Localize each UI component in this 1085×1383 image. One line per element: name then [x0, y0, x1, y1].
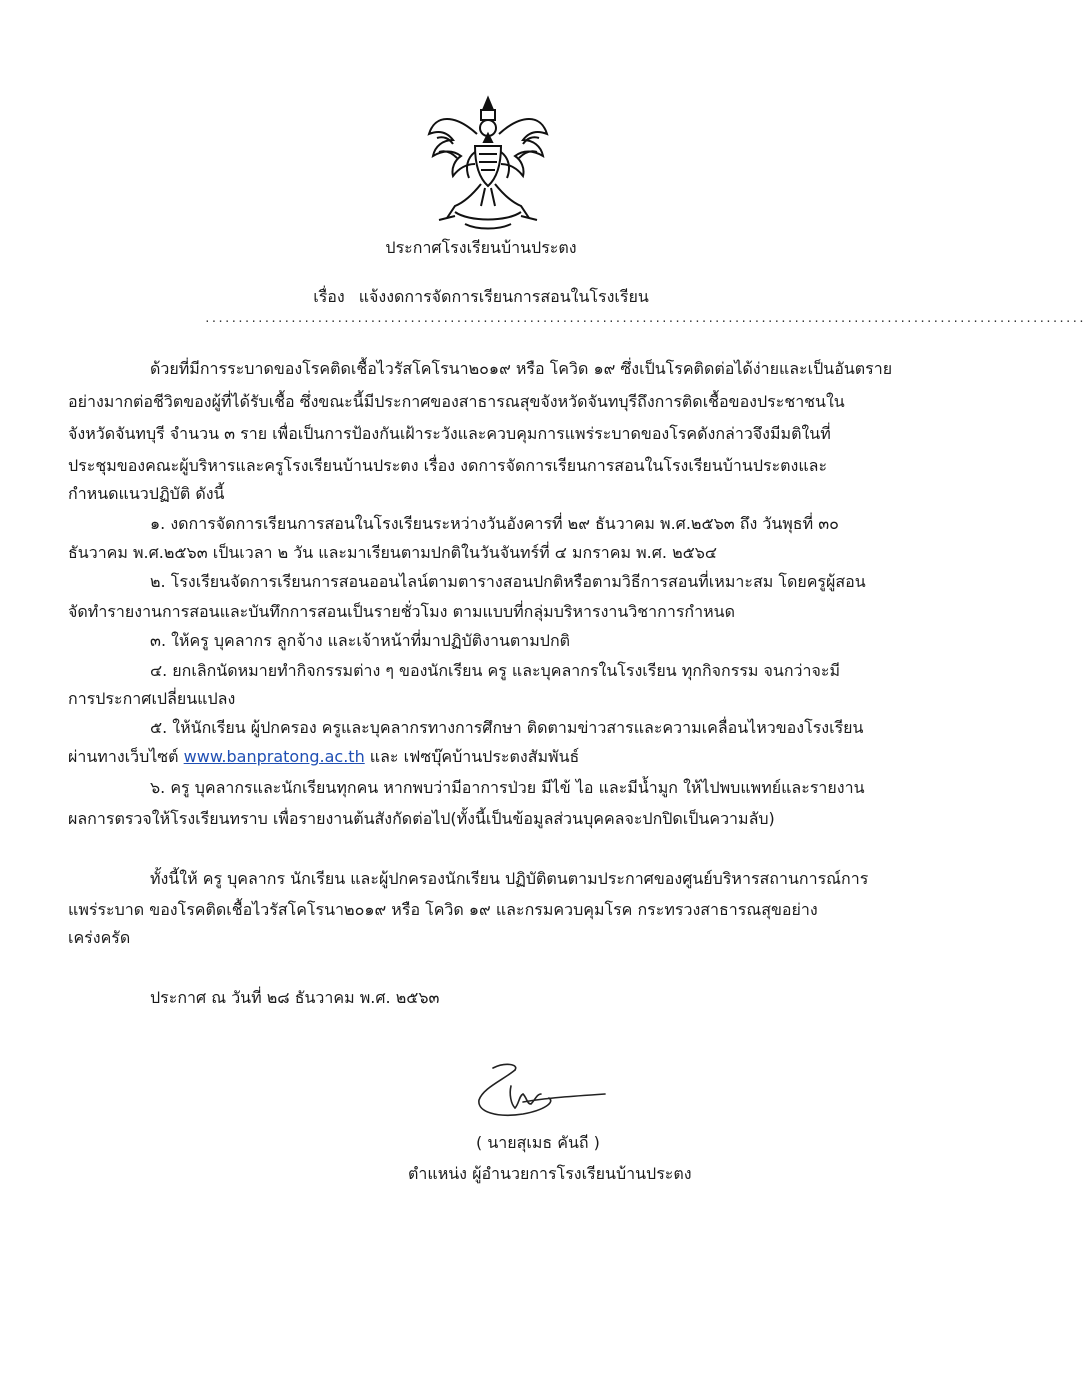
- subject-line: [0, 285, 962, 310]
- garuda-emblem-icon: [425, 94, 551, 232]
- item-5-line: ๕. ให้นักเรียน ผู้ปกครอง ครูและบุคลากรทางการศึกษา ติดตามข่าวสารและความเคลื่อนไหวของโรงเรียน: [150, 718, 864, 737]
- item-5-text-post: และ เฟซบุ๊คบ้านประตงสัมพันธ์: [364, 747, 580, 766]
- item-1-line: ธันวาคม พ.ศ.๒๕๖๓ เป็นเวลา ๒ วัน และมาเรียนตามปกติในวันจันทร์ที่ ๔ มกราคม พ.ศ. ๒๕๖๔: [68, 543, 718, 562]
- separator-dots: .....................................................................................................................................: [204, 312, 1085, 325]
- signatory-name: ( นายสุเมธ คันถี ): [476, 1133, 600, 1152]
- item-6-line: ๖. ครู บุคลากรและนักเรียนทุกคน หากพบว่ามีอาการป่วย มีไข้ ไอ และมีน้ำมูก ให้ไปพบแพทย์และรายงาน: [150, 778, 865, 797]
- closing-line: ทั้งนี้ให้ ครู บุคลากร นักเรียน และผู้ปกครองนักเรียน ปฏิบัติตนตามประกาศของศูนย์บริหารสถานการณ์การ: [150, 869, 869, 888]
- item-1-line: ๑. งดการจัดการเรียนการสอนในโรงเรียนระหว่างวันอังคารที่ ๒๙ ธันวาคม พ.ศ.๒๕๖๓ ถึง วันพุธที่ ๓๐: [150, 514, 839, 533]
- announcement-title: ประกาศโรงเรียนบ้านประตง: [385, 238, 577, 257]
- item-5-text-pre: ผ่านทางเว็บไซต์: [68, 747, 184, 766]
- signatory-position: ตำแหน่ง ผู้อำนวยการโรงเรียนบ้านประตง: [408, 1164, 692, 1183]
- handwritten-signature-icon: [475, 1058, 610, 1128]
- intro-line: ประชุมของคณะผู้บริหารและครูโรงเรียนบ้านประตง เรื่อง งดการจัดการเรียนการสอนในโรงเรียนบ้านประตงและ: [68, 456, 828, 475]
- subject-label: เรื่อง: [313, 287, 345, 306]
- item-5-line: [68, 746, 579, 768]
- intro-line: ด้วยที่มีการระบาดของโรคติดเชื้อไวรัสโคโรนา๒๐๑๙ หรือ โควิด ๑๙ ซึ่งเป็นโรคติดต่อได้ง่ายและเป็นอันตราย: [150, 359, 893, 378]
- intro-line: อย่างมากต่อชีวิตของผู้ที่ได้รับเชื้อ ซึ่งขณะนี้มีประกาศของสาธารณสุขจังหวัดจันทบุรีถึงการติดเชื้อของประชาชนใน: [68, 392, 845, 411]
- closing-line: แพร่ระบาด ของโรคติดเชื้อไวรัสโคโรนา๒๐๑๙ หรือ โควิด ๑๙ และกรมควบคุมโรค กระทรวงสาธารณสุขอย่าง: [68, 900, 818, 919]
- subject-text: แจ้งงดการจัดการเรียนการสอนในโรงเรียน: [358, 287, 649, 306]
- item-4-line: การประกาศเปลี่ยนแปลง: [68, 689, 236, 708]
- item-3-line: ๓. ให้ครู บุคลากร ลูกจ้าง และเจ้าหน้าที่มาปฏิบัติงานตามปกติ: [150, 631, 571, 650]
- school-website-link[interactable]: www.banpratong.ac.th: [183, 747, 365, 766]
- item-4-line: ๔. ยกเลิกนัดหมายทำกิจกรรมต่าง ๆ ของนักเรียน ครู และบุคลากรในโรงเรียน ทุกกิจกรรม จนกว่าจะมี: [150, 661, 841, 680]
- intro-line: กำหนดแนวปฏิบัติ ดังนี้: [68, 484, 225, 503]
- announcement-date: ประกาศ ณ วันที่ ๒๘ ธันวาคม พ.ศ. ๒๕๖๓: [150, 988, 440, 1007]
- item-2-line: จัดทำรายงานการสอนและบันทึกการสอนเป็นรายชั่วโมง ตามแบบที่กลุ่มบริหารงานวิชาการกำหนด: [68, 602, 735, 621]
- item-6-line: ผลการตรวจให้โรงเรียนทราบ เพื่อรายงานต้นสังกัดต่อไป(ทั้งนี้เป็นข้อมูลส่วนบุคคลจะปกปิดเป็นความลับ): [68, 809, 775, 828]
- intro-line: จังหวัดจันทบุรี จำนวน ๓ ราย เพื่อเป็นการป้องกันเฝ้าระวังและควบคุมการแพร่ระบาดของโรคดังกล่าวจึงมีมติในที่: [68, 424, 831, 443]
- item-2-line: ๒. โรงเรียนจัดการเรียนการสอนออนไลน์ตามตารางสอนปกติหรือตามวิธีการสอนที่เหมาะสม โดยครูผู้สอน: [150, 572, 866, 591]
- closing-line: เคร่งครัด: [68, 928, 131, 947]
